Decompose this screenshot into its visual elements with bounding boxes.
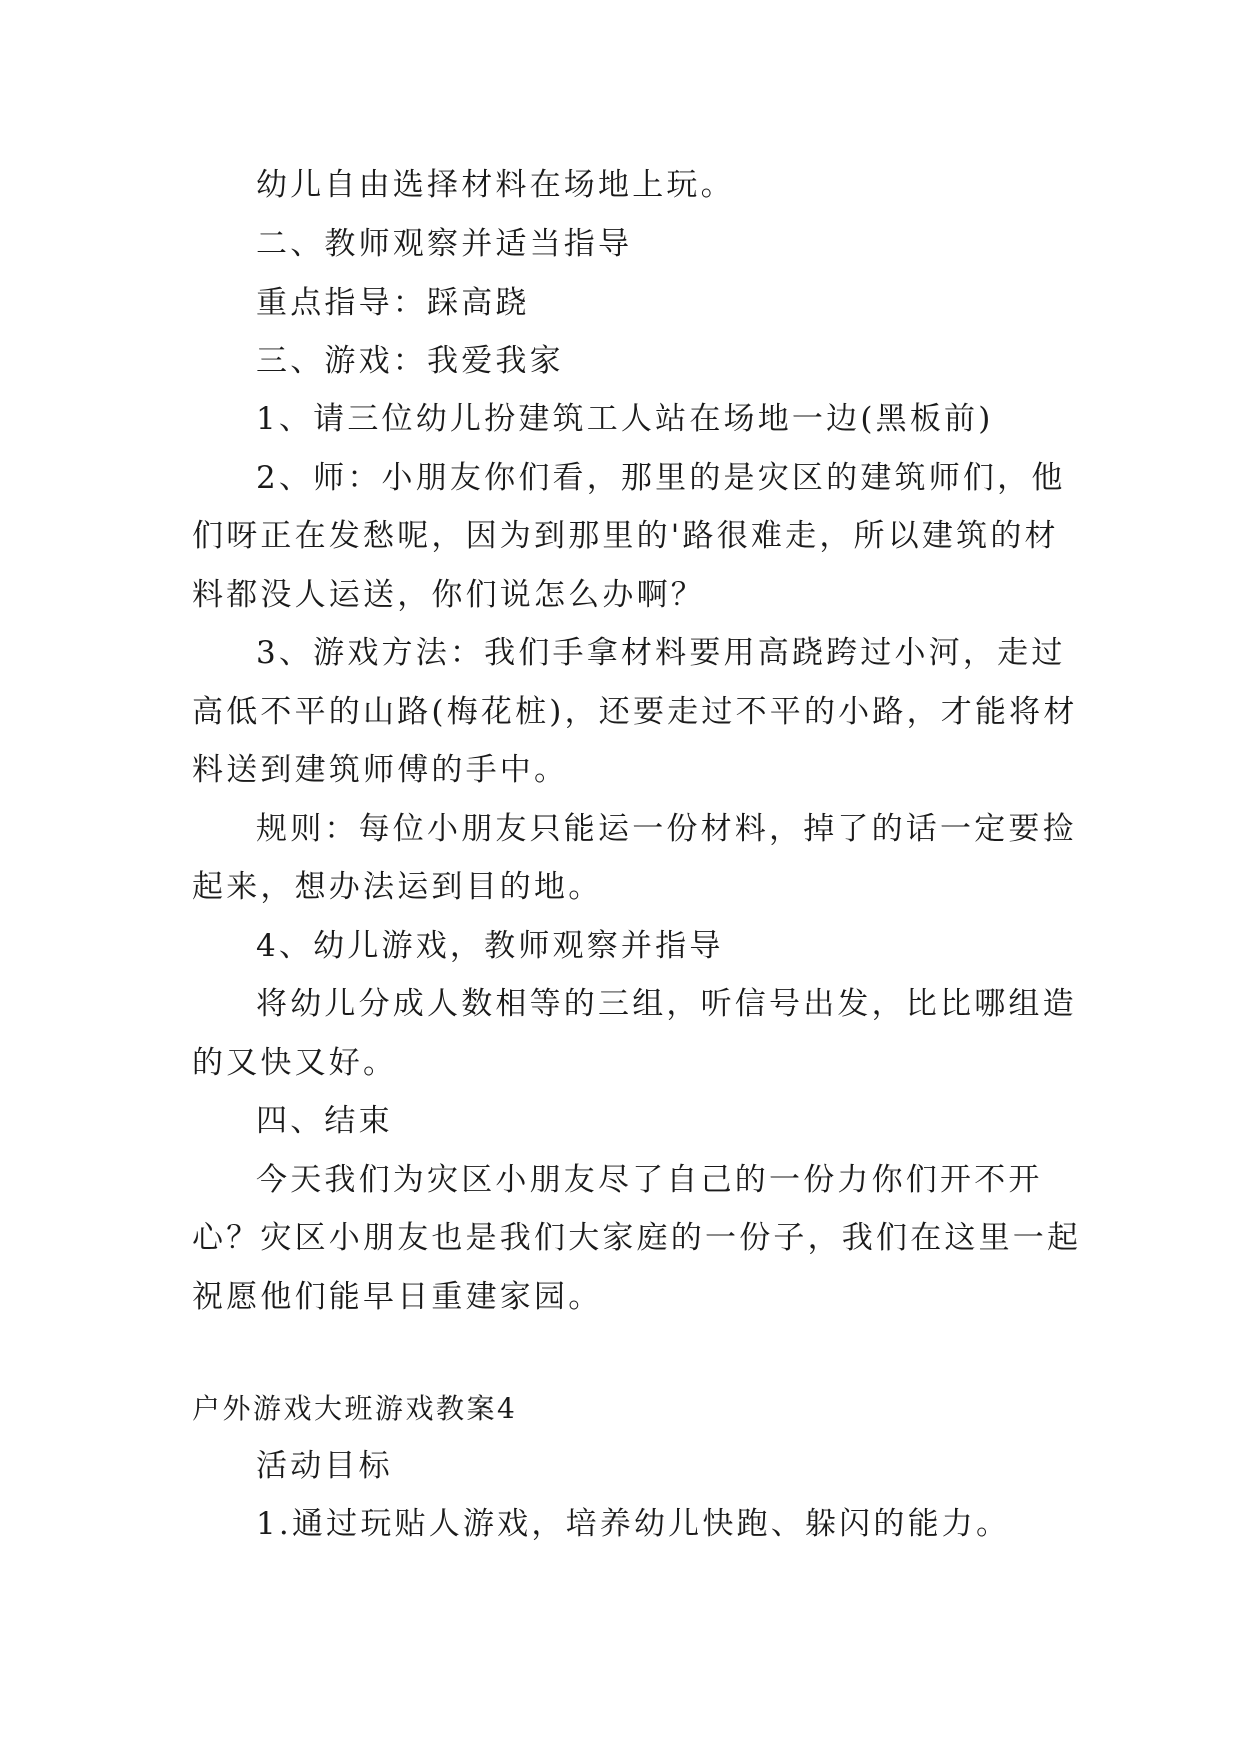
paragraph-line: 规则：每位小朋友只能运一份材料，掉了的话一定要捡 [256, 811, 1077, 847]
paragraph-line: 4、幼儿游戏，教师观察并指导 [256, 928, 724, 964]
section-heading: 二、教师观察并适当指导 [256, 226, 633, 262]
paragraph-line: 起来，想办法运到目的地。 [192, 869, 603, 905]
paragraph-line: 1.通过玩贴人游戏，培养幼儿快跑、躲闪的能力。 [256, 1506, 1011, 1542]
paragraph-line: 的又快又好。 [192, 1045, 398, 1081]
paragraph-line: 祝愿他们能早日重建家园。 [192, 1279, 603, 1315]
paragraph-line: 将幼儿分成人数相等的三组，听信号出发，比比哪组造 [256, 986, 1077, 1022]
paragraph-line: 3、游戏方法：我们手拿材料要用高跷跨过小河，走过 [256, 635, 1066, 671]
paragraph-line: 2、师：小朋友你们看，那里的是灾区的建筑师们，他 [256, 460, 1066, 496]
paragraph-line: 重点指导：踩高跷 [256, 285, 530, 321]
section-heading: 三、游戏：我爱我家 [256, 343, 564, 379]
paragraph-line: 1、请三位幼儿扮建筑工人站在场地一边(黑板前) [256, 401, 994, 437]
paragraph-line: 幼儿自由选择材料在场地上玩。 [256, 167, 735, 203]
paragraph-line: 心？灾区小朋友也是我们大家庭的一份子，我们在这里一起 [192, 1220, 1082, 1256]
paragraph-line: 高低不平的山路(梅花桩)，还要走过不平的小路，才能将材 [192, 694, 1078, 730]
paragraph-line: 料送到建筑师傅的手中。 [192, 752, 569, 788]
paragraph-line: 们呀正在发愁呢，因为到那里的'路很难走，所以建筑的材 [192, 518, 1059, 554]
paragraph-line: 今天我们为灾区小朋友尽了自己的一份力你们开不开 [256, 1162, 1043, 1198]
section-heading: 四、结束 [256, 1103, 393, 1139]
document-title: 户外游戏大班游戏教案4 [192, 1392, 518, 1425]
paragraph-line: 料都没人运送，你们说怎么办啊？ [192, 577, 705, 613]
section-heading: 活动目标 [256, 1448, 393, 1484]
